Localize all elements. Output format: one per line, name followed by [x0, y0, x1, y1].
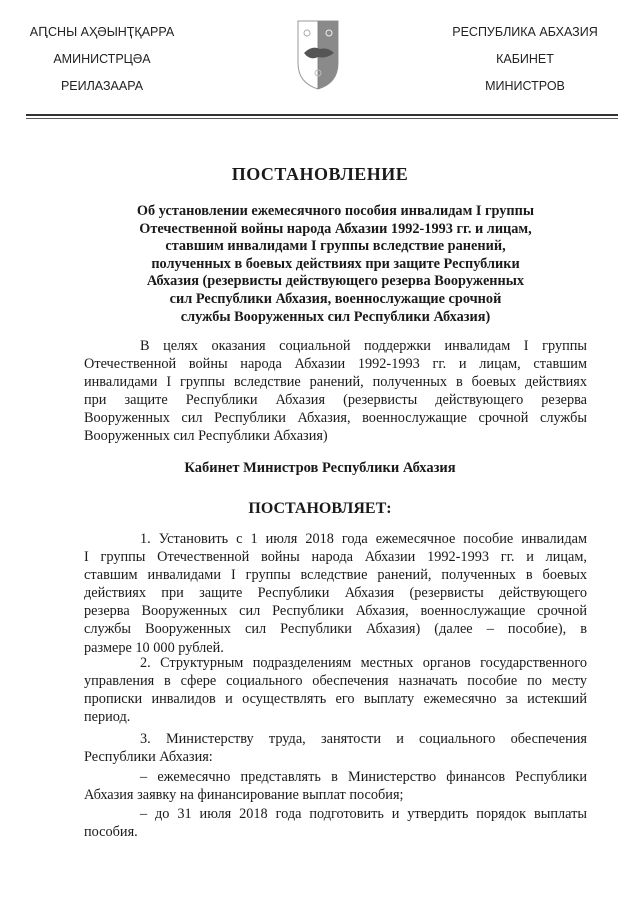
item-3-subitem-1 — [84, 768, 587, 804]
text-line: – до 31 июля 2018 года подготовить и утвердить порядок выплаты — [140, 806, 587, 822]
text-line: Абхазия заявку на финансирование выплат пособия; — [84, 787, 404, 804]
text-line: ставшим инвалидами I группы вследствие ранений, полученных в боевых — [84, 567, 587, 584]
item-3-subitem-2 — [84, 805, 587, 841]
header-abkhaz — [22, 19, 182, 100]
text-line: при защите Республики Абхазия (резервисты действующего резерва — [84, 392, 587, 409]
text-line: Вооруженных сил Республики Абхазия, военнослужащие срочной службы — [84, 410, 587, 427]
text-line: полученных в боевых действиях при защите Республики — [151, 255, 520, 272]
text-line: Вооруженных сил Республики Абхазия) — [84, 428, 328, 445]
document-subtitle — [84, 203, 587, 326]
text-line: резерва Вооруженных сил Республики Абхазия, военнослужащие срочной — [84, 603, 587, 620]
header-line: РЕИЛАЗААРА — [60, 79, 144, 93]
text-line: Абхазия (резервисты действующего резерва Вооруженных — [146, 273, 525, 290]
text-line: службы Вооруженных сил Республики Абхазия) (далее – пособие), в — [84, 621, 587, 638]
text-line: сил Республики Абхазия, военнослужащие срочной — [169, 290, 502, 307]
text-line: службы Вооруженных сил Республики Абхазия) — [180, 308, 491, 325]
text-line: В целях оказания социальной поддержки инвалидам I группы — [140, 338, 587, 354]
header-divider-thin — [26, 118, 618, 119]
header-line: КАБИНЕТ — [496, 52, 554, 66]
item-3-paragraph — [84, 730, 587, 766]
header-line: МИНИСТРОВ — [485, 79, 565, 93]
header-russian — [445, 19, 605, 100]
text-line: прописки инвалидов и осуществлять его выплату ежемесячно за истекший — [84, 691, 587, 708]
text-line: I группы Отечественной войны народа Абхазии 1992-1993 гг. и лицам, — [84, 549, 587, 566]
text-line: действиях при защите Республики Абхазия (резервисты действующего — [84, 585, 587, 602]
text-line: – ежемесячно представлять в Министерство финансов Республики — [140, 769, 587, 785]
issuing-authority: Кабинет Министров Республики Абхазия — [184, 460, 456, 476]
text-line: Республики Абхазия: — [84, 749, 213, 766]
text-line: 3. Министерству труда, занятости и социального обеспечения — [140, 731, 587, 747]
header-divider — [26, 114, 618, 116]
text-line: 2. Структурным подразделениям местных органов государственного — [140, 655, 587, 671]
text-line: Отечественной войны народа Абхазии 1992-1993 гг. и лицам, ставшим — [84, 356, 587, 373]
item-2-paragraph — [84, 654, 587, 726]
text-line: размере 10 000 рублей. — [84, 639, 224, 656]
header-line: АМИНИСТРЦӘА — [53, 52, 151, 66]
text-line: период. — [84, 709, 131, 726]
text-line: управления в сфере социального обеспечения назначать пособие по месту — [84, 673, 587, 690]
text-line: ставшим инвалидами I группы вследствие ранений, — [165, 238, 506, 255]
item-1-paragraph — [84, 530, 587, 657]
header-line: АԤСНЫ АҲӘЫНҬҚАРРА — [29, 25, 175, 39]
document-title: ПОСТАНОВЛЕНИЕ — [231, 164, 409, 184]
header-line: РЕСПУБЛИКА АБХАЗИЯ — [452, 25, 598, 39]
text-line: пособия. — [84, 824, 138, 841]
text-line: Об установлении ежемесячного пособия инвалидам I группы — [136, 203, 535, 219]
decree-heading: ПОСТАНОВЛЯЕТ: — [248, 500, 392, 517]
coat-of-arms-emblem — [296, 19, 340, 91]
text-line: Отечественной войны народа Абхазии 1992-1993 гг. и лицам, — [139, 220, 532, 237]
text-line: 1. Установить с 1 июля 2018 года ежемесячное пособие инвалидам — [140, 531, 587, 547]
text-line: инвалидами I группы вследствие ранений, полученных в боевых действиях — [84, 374, 587, 391]
preamble-paragraph — [84, 337, 587, 446]
